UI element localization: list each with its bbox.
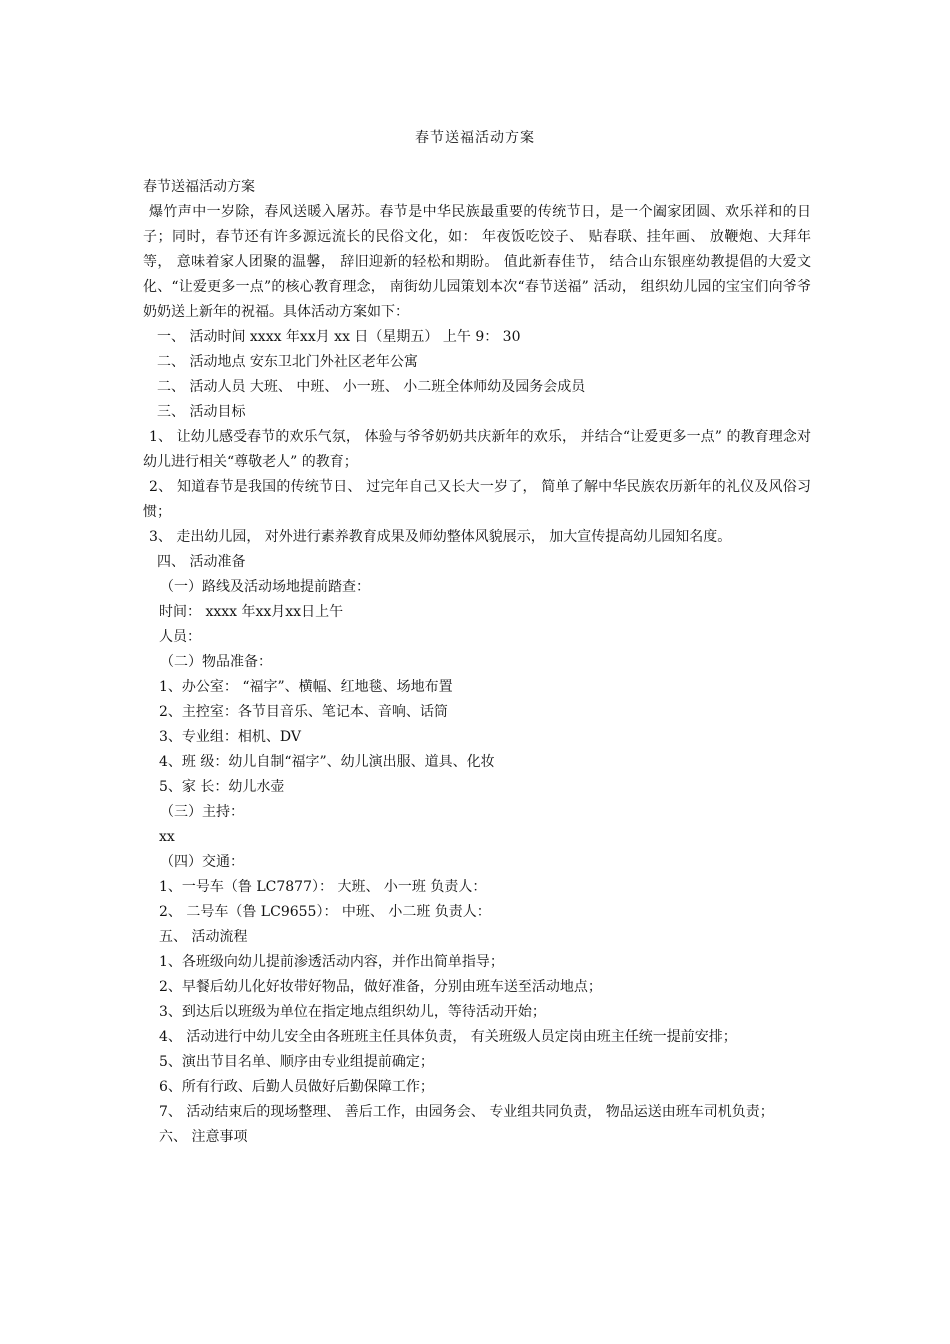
prep-item: 1、办公室： “福字”、横幅、红地毯、场地布置 [159,679,453,695]
flow-item: 5、演出节目名单、顺序由专业组提前确定； [159,1054,434,1070]
prep-item: 4、班 级：幼儿自制“福字”、幼儿演出服、道具、化妆 [159,754,495,770]
flow-item: 2、早餐后幼儿化好妆带好物品，做好准备，分别由班车送至活动地点； [159,979,602,995]
prep-host-heading: （三）主持： [160,804,244,820]
flow-item: 6、所有行政、后勤人员做好后勤保障工作； [159,1079,434,1095]
flow-item: 1、各班级向幼儿提前渗透活动内容，并作出简单指导； [159,954,504,970]
flow-item: 7、 活动结束后的现场整理、 善后工作，由园务会、 专业组共同负责， 物品运送由班车司机负责； [159,1104,774,1120]
section-activity-time: 一、 活动时间 xxxx 年xx月 xx 日（星期五） 上午 9： 30 [157,329,521,345]
prep-item: 3、专业组：相机、DV [159,729,301,745]
section-activity-flow: 五、 活动流程 [159,929,248,945]
prep-host-name: xx [159,829,175,845]
prep-route-people: 人员： [159,629,201,645]
document-title: 春节送福活动方案 [415,130,535,146]
prep-item: 2、主控室：各节目音乐、笔记本、音响、话筒 [159,704,448,720]
section-preparation: 四、 活动准备 [157,554,246,570]
section-activity-location: 二、 活动地点 安东卫北门外社区老年公寓 [157,354,418,370]
section-notes: 六、 注意事项 [159,1129,248,1145]
goal-item: 3、 走出幼儿园， 对外进行素养教育成果及师幼整体风貌展示， 加大宣传提高幼儿园知名度。 [149,529,732,545]
prep-items-heading: （二）物品准备： [160,654,272,670]
prep-route-time: 时间： xxxx 年xx月xx日上午 [159,604,344,620]
intro-paragraph: 爆竹声中一岁除，春风送暖入屠苏。春节是中华民族最重要的传统节日，是一个阖家团圆、欢乐祥和的日子；同时，春节还有许多源远流长的民俗文化，如： 年夜饭吃饺子、 贴春联、挂年画、 放鞭炮、大拜年等， 意味着家人团聚的温馨， 辞旧迎新的轻松和期盼。 值此新春佳节， 结合山东银座幼教提倡的大爱文化、“让爱更多一点”的核心教育理念， 南街幼儿园策划本次“春节送福” 活动， 组织幼儿园的宝宝们向爷爷奶奶送上新年的祝福。具体活动方案如下： [143,204,811,320]
transport-car-item: 1、一号车（鲁 LC7877）： 大班、 小一班 负责人： [159,879,487,895]
section-heading: 春节送福活动方案 [143,179,255,195]
goal-item: 1、 让幼儿感受春节的欢乐气氛， 体验与爷爷奶奶共庆新年的欢乐， 并结合“让爱更多一点” 的教育理念对幼儿进行相关“尊敬老人” 的教育； [143,429,811,470]
section-activity-participants: 二、 活动人员 大班、 中班、 小一班、 小二班全体师幼及园务会成员 [157,379,586,395]
section-activity-goals: 三、 活动目标 [157,404,246,420]
prep-route-heading: （一）路线及活动场地提前踏查： [160,579,370,595]
goal-item: 2、 知道春节是我国的传统节日、 过完年自己又长大一岁了， 简单了解中华民族农历新年的礼仪及风俗习惯； [143,479,811,520]
flow-item: 3、到达后以班级为单位在指定地点组织幼儿，等待活动开始； [159,1004,546,1020]
flow-item: 4、 活动进行中幼儿安全由各班班主任具体负责， 有关班级人员定岗由班主任统一提前安排； [159,1029,737,1045]
document-body [143,175,811,1150]
prep-transport-heading: （四）交通： [160,854,244,870]
transport-car-item: 2、 二号车（鲁 LC9655）： 中班、 小二班 负责人： [159,904,491,920]
prep-item: 5、家 长：幼儿水壶 [159,779,285,795]
